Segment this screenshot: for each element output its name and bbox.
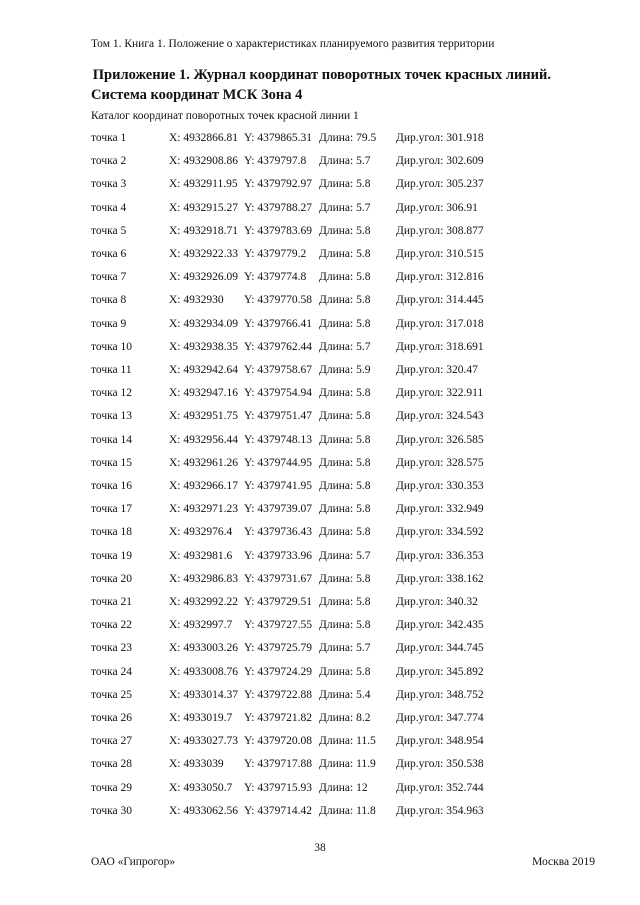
point-y: Y: 4379741.95	[244, 480, 312, 492]
point-row	[0, 501, 640, 517]
point-y: Y: 4379714.42	[244, 804, 312, 817]
point-length: Длина: 5.8	[319, 248, 371, 260]
point-name: точка 11	[91, 364, 132, 376]
point-y: Y: 4379725.79	[244, 642, 312, 655]
point-row	[0, 478, 640, 494]
point-angle: Дир.угол: 328.575	[396, 456, 484, 469]
point-row	[0, 780, 640, 796]
point-length: Длина: 5.8	[319, 387, 371, 400]
point-x: X: 4933019.7	[169, 712, 233, 724]
point-x: X: 4932981.6	[169, 549, 233, 562]
point-y: Y: 4379788.27	[244, 201, 312, 214]
point-x: X: 4932908.86	[169, 155, 238, 168]
point-angle: Дир.угол: 322.911	[396, 387, 484, 400]
point-x: X: 4932992.22	[169, 596, 238, 608]
point-name: точка 7	[91, 271, 127, 284]
appendix-title	[91, 65, 551, 105]
point-angle: Дир.угол: 312.816	[396, 271, 484, 284]
point-length: Длина: 5.8	[319, 224, 371, 237]
point-y: Y: 4379717.88	[244, 758, 312, 771]
point-row	[0, 408, 640, 424]
point-y: Y: 4379779.2	[244, 248, 307, 260]
point-name: точка 20	[91, 572, 133, 585]
point-y: Y: 4379748.13	[244, 433, 312, 446]
point-angle: Дир.угол: 348.752	[396, 688, 484, 701]
point-x: X: 4932997.7	[169, 619, 233, 632]
point-name: точка 18	[91, 526, 133, 539]
point-angle: Дир.угол: 317.018	[396, 317, 484, 330]
point-row	[0, 316, 640, 332]
point-name: точка 26	[91, 712, 133, 724]
point-name: точка 17	[91, 503, 133, 516]
point-row	[0, 571, 640, 587]
appendix-title-line2: Система координат МСК Зона 4	[91, 87, 303, 103]
point-x: X: 4932986.83	[169, 572, 238, 585]
point-row	[0, 733, 640, 749]
point-x: X: 4932971.23	[169, 503, 238, 516]
point-name: точка 5	[91, 224, 127, 237]
point-x: X: 4932966.17	[169, 480, 238, 492]
point-length: Длина: 5.9	[319, 364, 371, 376]
point-length: Длина: 11.9	[319, 758, 376, 771]
point-length: Длина: 5.8	[319, 317, 371, 330]
point-y: Y: 4379727.55	[244, 619, 312, 632]
point-row	[0, 246, 640, 262]
point-row	[0, 385, 640, 401]
point-length: Длина: 5.8	[319, 503, 371, 516]
point-x: X: 4933039	[169, 758, 224, 771]
point-x: X: 4933050.7	[169, 781, 233, 794]
point-x: X: 4932938.35	[169, 340, 238, 353]
point-length: Длина: 5.8	[319, 433, 371, 446]
point-angle: Дир.угол: 308.877	[396, 224, 484, 237]
point-length: Длина: 5.8	[319, 665, 371, 678]
point-row	[0, 130, 640, 146]
point-angle: Дир.угол: 326.585	[396, 433, 484, 446]
point-name: точка 29	[91, 781, 133, 794]
point-x: X: 4932926.09	[169, 271, 238, 284]
point-angle: Дир.угол: 306.91	[396, 201, 478, 214]
point-row	[0, 153, 640, 169]
point-row	[0, 223, 640, 239]
point-x: X: 4933008.76	[169, 665, 238, 678]
point-name: точка 4	[91, 201, 127, 214]
point-y: Y: 4379722.88	[244, 688, 312, 701]
point-row	[0, 269, 640, 285]
point-name: точка 12	[91, 387, 133, 400]
point-x: X: 4932947.16	[169, 387, 238, 400]
point-angle: Дир.угол: 305.237	[396, 178, 484, 191]
point-angle: Дир.угол: 354.963	[396, 804, 484, 817]
point-length: Длина: 79.5	[319, 132, 377, 144]
point-y: Y: 4379797.8	[244, 155, 307, 168]
point-row	[0, 594, 640, 610]
point-name: точка 10	[91, 340, 133, 353]
point-y: Y: 4379715.93	[244, 781, 312, 794]
appendix-title-line1: Приложение 1. Журнал координат поворотных точек красных линий.	[92, 67, 551, 83]
point-x: X: 4932956.44	[169, 433, 238, 446]
point-x: X: 4933003.26	[169, 642, 238, 655]
point-angle: Дир.угол: 344.745	[396, 642, 484, 655]
point-row	[0, 432, 640, 448]
point-row	[0, 362, 640, 378]
point-x: X: 4932942.64	[169, 364, 238, 376]
point-angle: Дир.угол: 348.954	[396, 735, 484, 748]
point-x: X: 4932951.75	[169, 410, 238, 423]
point-angle: Дир.угол: 342.435	[396, 619, 484, 632]
point-x: X: 4932911.95	[169, 178, 238, 191]
point-y: Y: 4379770.58	[244, 294, 312, 307]
point-length: Длина: 11.5	[319, 735, 376, 748]
point-length: Длина: 5.7	[319, 155, 371, 168]
point-y: Y: 4379724.29	[244, 665, 312, 678]
point-row	[0, 176, 640, 192]
point-y: Y: 4379754.94	[244, 387, 312, 400]
point-y: Y: 4379758.67	[244, 364, 312, 376]
point-length: Длина: 5.4	[319, 688, 371, 701]
point-y: Y: 4379751.47	[244, 410, 312, 423]
point-row	[0, 292, 640, 308]
point-row	[0, 803, 640, 819]
point-angle: Дир.угол: 310.515	[396, 248, 484, 260]
point-length: Длина: 5.8	[319, 480, 371, 492]
point-angle: Дир.угол: 347.774	[396, 712, 484, 724]
point-row	[0, 710, 640, 726]
point-angle: Дир.угол: 314.445	[396, 294, 484, 307]
point-name: точка 24	[91, 665, 133, 678]
point-length: Длина: 5.7	[319, 340, 371, 353]
point-row	[0, 756, 640, 772]
point-length: Длина: 5.8	[319, 572, 371, 585]
point-y: Y: 4379720.08	[244, 735, 312, 748]
point-x: X: 4933027.73	[169, 735, 238, 748]
point-name: точка 21	[91, 596, 133, 608]
point-y: Y: 4379736.43	[244, 526, 312, 539]
point-angle: Дир.угол: 320.47	[396, 364, 478, 376]
point-angle: Дир.угол: 345.892	[396, 665, 484, 678]
point-x: X: 4932922.33	[169, 248, 238, 260]
point-length: Длина: 5.8	[319, 619, 371, 632]
point-angle: Дир.угол: 301.918	[396, 132, 484, 144]
point-y: Y: 4379739.07	[244, 503, 312, 516]
point-angle: Дир.угол: 352.744	[396, 781, 484, 794]
point-y: Y: 4379762.44	[244, 340, 312, 353]
document-header: Том 1. Книга 1. Положение о характеристиках планируемого развития территории	[91, 38, 495, 50]
point-length: Длина: 11.8	[319, 804, 376, 817]
point-length: Длина: 5.8	[319, 410, 371, 423]
point-name: точка 25	[91, 688, 133, 701]
point-y: Y: 4379731.67	[244, 572, 312, 585]
point-name: точка 23	[91, 642, 133, 655]
point-x: X: 4933062.56	[169, 804, 238, 817]
point-y: Y: 4379733.96	[244, 549, 312, 562]
point-x: X: 4932976.4	[169, 526, 233, 539]
point-length: Длина: 5.7	[319, 549, 371, 562]
point-name: точка 9	[91, 317, 127, 330]
point-x: X: 4933014.37	[169, 688, 238, 701]
point-length: Длина: 5.8	[319, 178, 371, 191]
point-length: Длина: 5.8	[319, 294, 371, 307]
point-length: Длина: 5.7	[319, 642, 371, 655]
point-length: Длина: 5.8	[319, 271, 371, 284]
point-angle: Дир.угол: 350.538	[396, 758, 484, 771]
footer-organization: ОАО «Гипрогор»	[91, 856, 176, 868]
point-name: точка 1	[91, 132, 127, 144]
point-x: X: 4932918.71	[169, 224, 238, 237]
point-x: X: 4932961.26	[169, 456, 238, 469]
point-name: точка 13	[91, 410, 133, 423]
point-name: точка 30	[91, 804, 133, 817]
point-y: Y: 4379783.69	[244, 224, 312, 237]
point-y: Y: 4379792.97	[244, 178, 312, 191]
point-name: точка 3	[91, 178, 127, 191]
point-row	[0, 640, 640, 656]
point-row	[0, 617, 640, 633]
point-x: X: 4932866.81	[169, 132, 238, 144]
point-name: точка 22	[91, 619, 133, 632]
point-row	[0, 687, 640, 703]
point-name: точка 19	[91, 549, 133, 562]
catalog-subtitle: Каталог координат поворотных точек красной линии 1	[91, 110, 359, 122]
point-angle: Дир.угол: 318.691	[396, 340, 484, 353]
point-length: Длина: 5.8	[319, 596, 371, 608]
footer-city-year: Москва 2019	[532, 856, 595, 868]
point-angle: Дир.угол: 302.609	[396, 155, 484, 168]
point-length: Длина: 5.7	[319, 201, 371, 214]
point-name: точка 28	[91, 758, 133, 771]
point-angle: Дир.угол: 336.353	[396, 549, 484, 562]
point-name: точка 27	[91, 735, 133, 748]
point-angle: Дир.угол: 332.949	[396, 503, 484, 516]
point-x: X: 4932915.27	[169, 201, 238, 214]
point-x: X: 4932934.09	[169, 317, 238, 330]
point-angle: Дир.угол: 334.592	[396, 526, 484, 539]
point-angle: Дир.угол: 324.543	[396, 410, 484, 423]
point-name: точка 2	[91, 155, 127, 168]
point-y: Y: 4379766.41	[244, 317, 312, 330]
point-name: точка 15	[91, 456, 133, 469]
point-length: Длина: 8.2	[319, 712, 371, 724]
point-y: Y: 4379721.82	[244, 712, 312, 724]
point-angle: Дир.угол: 340.32	[396, 596, 478, 608]
point-name: точка 14	[91, 433, 133, 446]
point-name: точка 16	[91, 480, 133, 492]
point-angle: Дир.угол: 338.162	[396, 572, 484, 585]
point-row	[0, 339, 640, 355]
point-y: Y: 4379744.95	[244, 456, 312, 469]
point-length: Длина: 5.8	[319, 526, 371, 539]
point-length: Длина: 5.8	[319, 456, 371, 469]
point-row	[0, 664, 640, 680]
point-row	[0, 524, 640, 540]
point-row	[0, 200, 640, 216]
point-name: точка 6	[91, 248, 127, 260]
point-row	[0, 548, 640, 564]
page-number: 38	[314, 842, 326, 854]
point-y: Y: 4379729.51	[244, 596, 312, 608]
point-y: Y: 4379774.8	[244, 271, 307, 284]
point-name: точка 8	[91, 294, 127, 307]
point-length: Длина: 12	[319, 781, 368, 794]
point-row	[0, 455, 640, 471]
point-x: X: 4932930	[169, 294, 224, 307]
point-angle: Дир.угол: 330.353	[396, 480, 484, 492]
point-y: Y: 4379865.31	[244, 132, 312, 144]
